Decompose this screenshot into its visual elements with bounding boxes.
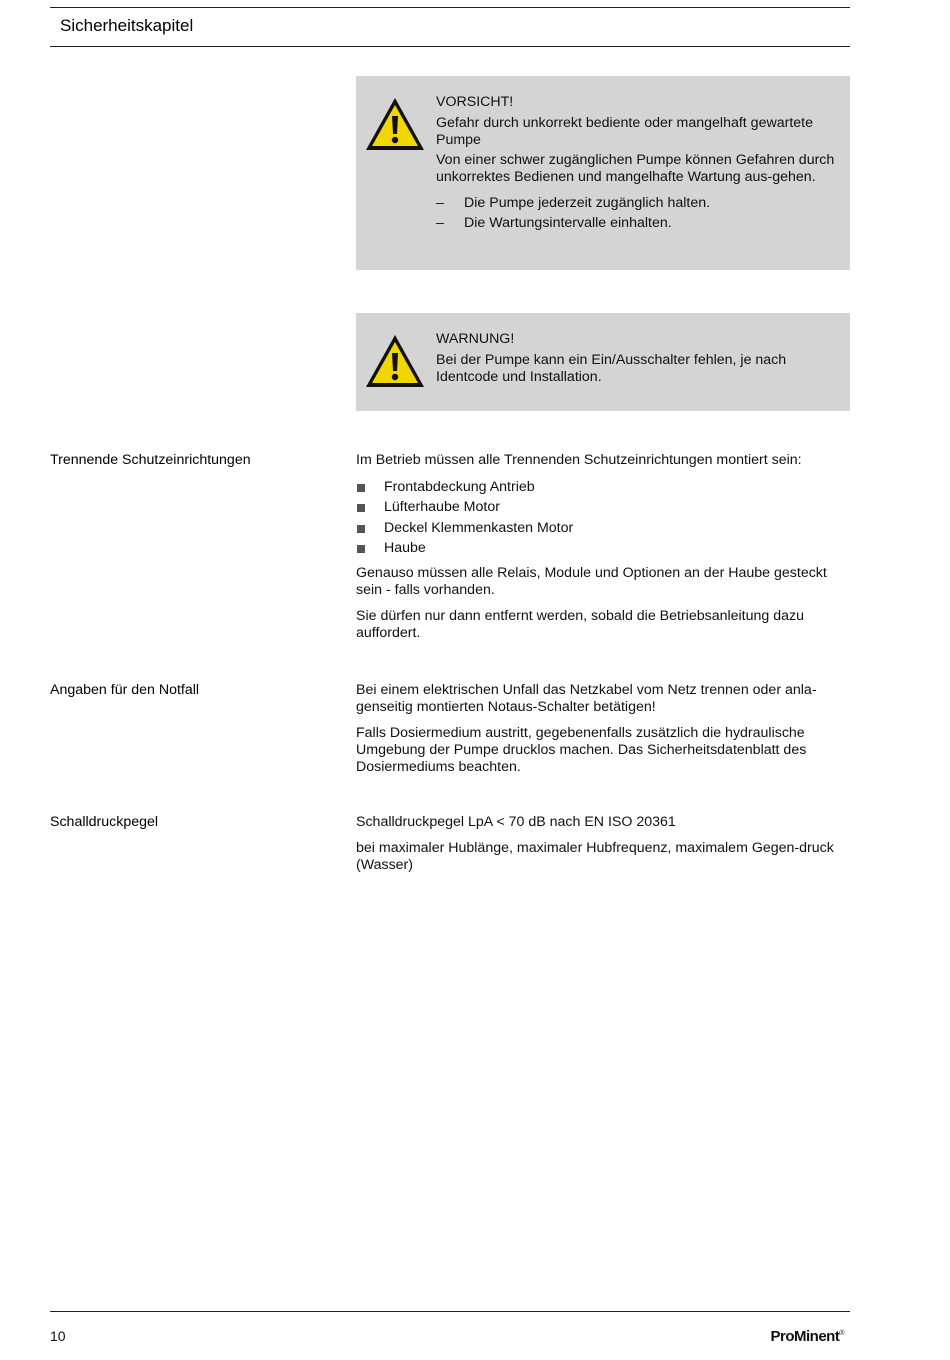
noise-paragraph: Schalldruckpegel LpA < 70 dB nach EN ISO 20361 — [356, 814, 676, 830]
section-body-noise — [356, 814, 846, 874]
square-bullet-icon — [357, 525, 365, 533]
brand-name: ProMinent — [770, 1328, 840, 1345]
list-item-text: Frontabdeckung Antrieb — [384, 479, 535, 495]
warning-heading: WARNUNG! — [436, 331, 515, 347]
page-title: Sicherheitskapitel — [60, 16, 194, 35]
caution-list-item — [436, 215, 836, 232]
registered-mark: ® — [839, 1330, 844, 1337]
guards-list — [356, 479, 846, 560]
list-item — [356, 499, 846, 519]
guards-paragraph: Genauso müssen alle Relais, Module und Optionen an der Haube gesteckt sein - falls vorhanden. — [356, 565, 827, 599]
caution-list-item-text: Die Wartungsintervalle einhalten. — [464, 215, 672, 231]
noise-paragraph: bei maximaler Hublänge, maximaler Hubfrequenz, maximalem Gegen-druck (Wasser) — [356, 840, 834, 873]
dash-bullet: – — [436, 195, 444, 211]
guards-paragraph: Sie dürfen nur dann entfernt werden, sobald die Betriebsanleitung dazu auffordert. — [356, 608, 805, 642]
emergency-paragraph: Bei einem elektrischen Unfall das Netzkabel vom Netz trennen oder anla-genseitig montierten Notaus-Schalter betätigen! — [356, 682, 817, 715]
page-number: 10 — [50, 1328, 66, 1344]
caution-list-item-text: Die Pumpe jederzeit zugänglich halten. — [464, 195, 711, 211]
warning-triangle-icon — [364, 96, 426, 152]
caution-text: Von einer schwer zugänglichen Pumpe können Gefahren durch unkorrektes Bedienen und mangelhafte Wartung aus-gehen. — [436, 152, 835, 185]
warning-callout — [356, 313, 850, 411]
square-bullet-icon — [357, 484, 365, 492]
warning-triangle-icon — [364, 333, 426, 389]
header-bottom-rule — [50, 46, 850, 47]
section-body-emergency — [356, 682, 846, 776]
list-item-text: Haube — [384, 539, 426, 556]
list-item — [356, 540, 846, 560]
footer-rule — [50, 1311, 850, 1312]
list-item — [356, 520, 846, 540]
caution-callout — [356, 76, 850, 270]
caution-subtitle: Gefahr durch unkorrekt bediente oder mangelhaft gewartete Pumpe — [436, 115, 813, 148]
list-item — [356, 479, 846, 499]
section-label-emergency: Angaben für den Notfall — [50, 682, 200, 698]
caution-list-item — [436, 195, 836, 212]
brand-logo — [770, 1328, 844, 1345]
square-bullet-icon — [357, 545, 365, 553]
section-label-noise: Schalldruckpegel — [50, 814, 159, 830]
guards-intro: Im Betrieb müssen alle Trennenden Schutzeinrichtungen montiert sein: — [356, 452, 802, 468]
section-body-guards — [356, 452, 846, 642]
warning-text: Bei der Pumpe kann ein Ein/Ausschalter fehlen, je nach Identcode und Installation. — [436, 352, 787, 385]
list-item-text: Lüfterhaube Motor — [384, 499, 500, 516]
header-top-rule — [50, 7, 850, 8]
square-bullet-icon — [357, 504, 365, 512]
list-item-text: Deckel Klemmenkasten Motor — [384, 519, 574, 536]
section-label-guards: Trennende Schutzeinrichtungen — [50, 452, 251, 468]
dash-bullet: – — [436, 215, 444, 231]
emergency-paragraph: Falls Dosiermedium austritt, gegebenenfalls zusätzlich die hydraulische Umgebung der Pumpe drucklos machen. Das Sicherheitsdatenblatt des Dosiermediums beachten. — [356, 725, 807, 775]
caution-heading: VORSICHT! — [436, 94, 514, 110]
